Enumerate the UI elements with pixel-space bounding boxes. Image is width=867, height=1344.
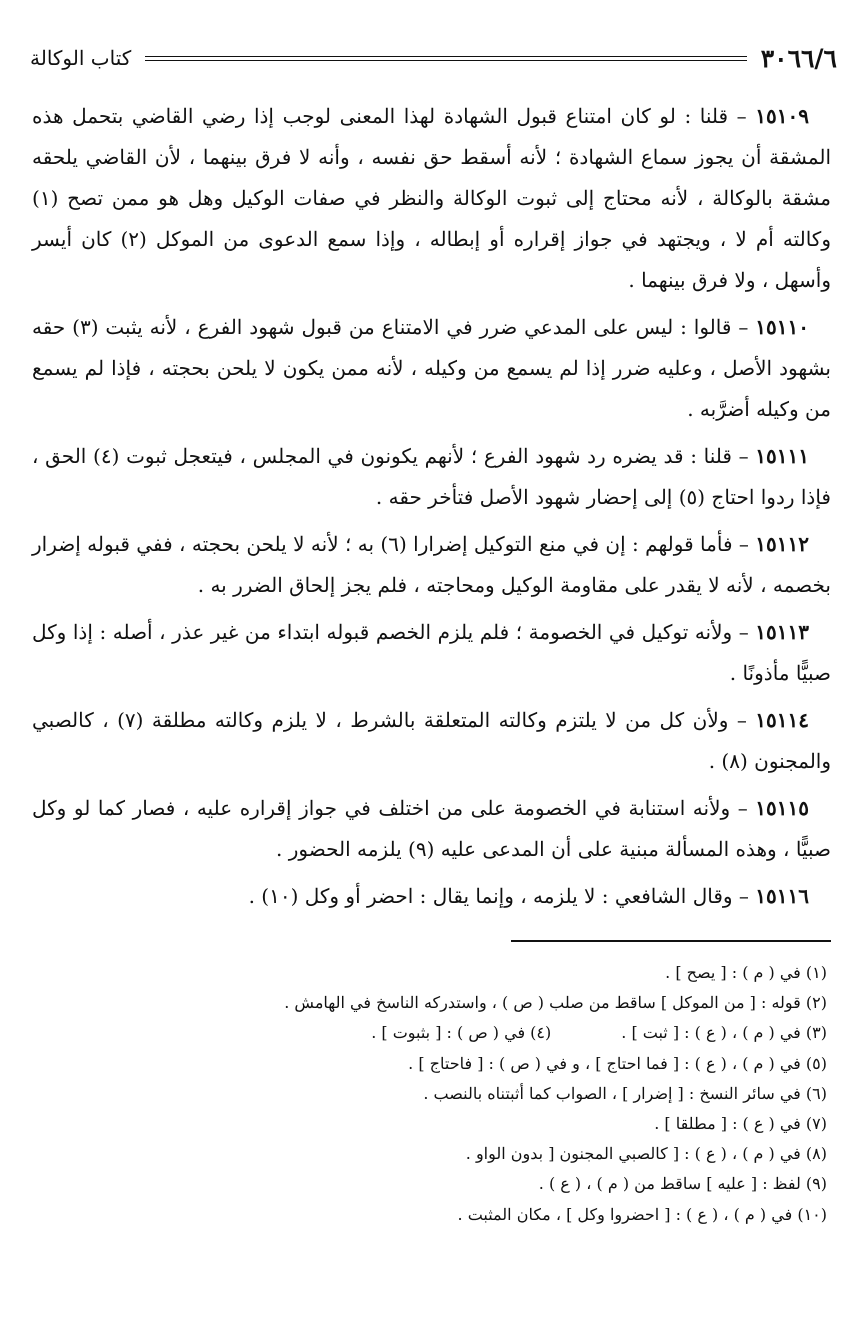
- footnote-line: [40, 1109, 827, 1139]
- paragraph-number: ١٥١١٢: [755, 532, 809, 556]
- footnote-line: [40, 1200, 827, 1230]
- page-header: [30, 38, 837, 78]
- paragraph: [32, 96, 831, 301]
- paragraph-number: ١٥١١١: [755, 444, 809, 468]
- footnote: (٥) في ( م ) ، ( ع ) : [ فما احتاج ] ، و في ( ص ) : [ فاحتاج ] .: [408, 1053, 827, 1073]
- paragraph-text: – ولأنه توكيل في الخصومة ؛ فلم يلزم الخصم قبوله ابتداء من غير عذر ، أصله : إذا وكل صبيًّا مأذونًا .: [32, 620, 831, 685]
- paragraph-text: – ولأن كل من لا يلتزم وكالته المتعلقة بالشرط ، لا يلزم وكالته مطلقة (٧) ، كالصبي والمجنون (٨) .: [32, 708, 831, 773]
- footnote-line: [40, 1079, 827, 1109]
- paragraph-number: ١٥١٠٩: [755, 104, 810, 128]
- paragraph: [32, 524, 831, 606]
- footnote-line: [40, 1049, 827, 1079]
- footnote: (١) في ( م ) : [ يصح ] .: [665, 963, 827, 982]
- paragraph-number: ١٥١١٤: [755, 708, 810, 732]
- paragraph: [32, 307, 831, 430]
- footnotes: [40, 958, 827, 1230]
- footnote-line: [40, 1169, 827, 1199]
- paragraph: [32, 700, 831, 782]
- paragraph-number: ١٥١١٠: [755, 315, 809, 339]
- paragraph: [32, 436, 831, 518]
- footnote: (٩) لفظ : [ عليه ] ساقط من ( م ) ، ( ع ) .: [538, 1174, 827, 1194]
- paragraph-number: ١٥١١٥: [755, 796, 809, 820]
- footnote: (٤) في ( ص ) : [ بثبوت ] .: [371, 1023, 552, 1043]
- paragraph-text: – فأما قولهم : إن في منع التوكيل إضرارا (٦) به ؛ لأنه لا يلحن بحجته ، ففي قبوله إضرار بخصمه ، لأنه لا يقدر على مقاومة الوكيل ومحاجته ، فلم يجز إلحاق الضرر به .: [32, 532, 831, 597]
- running-title: كتاب الوكالة: [30, 46, 132, 70]
- footnote-line: [40, 958, 827, 988]
- footnote-separator: [511, 940, 831, 942]
- paragraph-text: – قلنا : قد يضره رد شهود الفرع ؛ لأنهم يكونون في المجلس ، فيتعجل ثبوت (٤) الحق ، فإذا ردوا احتاج (٥) إلى إحضار شهود الأصل فتأخر حقه .: [32, 444, 831, 509]
- paragraph: [32, 876, 831, 917]
- footnote: (٣) في ( م ) ، ( ع ) : [ ثبت ] .: [621, 1023, 827, 1043]
- footnote-line: [40, 1139, 827, 1169]
- footnote-line: [40, 1018, 827, 1048]
- paragraph-text: – وقال الشافعي : لا يلزمه ، وإنما يقال : احضر أو وكل (١٠) .: [248, 884, 749, 908]
- footnote: (١٠) في ( م ) ، ( ع ) : [ احضروا وكل ] ، مكان المثبت .: [457, 1204, 827, 1224]
- footnote: (٦) في سائر النسخ : [ إضرار ] ، الصواب كما أثبتناه بالنصب .: [423, 1083, 827, 1103]
- footnote-line: [40, 988, 827, 1018]
- paragraph-number: ١٥١١٣: [755, 620, 810, 644]
- paragraph-number: ١٥١١٦: [755, 884, 809, 908]
- main-text: [32, 96, 831, 923]
- page-number: ٣٠٦٦/٦: [760, 43, 837, 73]
- footnote: (٨) في ( م ) ، ( ع ) : [ كالصبي المجنون [ بدون الواو .: [465, 1144, 827, 1164]
- footnote: (٢) قوله : [ من الموكل ] ساقط من صلب ( ص ) ، واستدركه الناسخ في الهامش .: [284, 993, 827, 1013]
- footnote: (٧) في ( ع ) : [ مطلقا ] .: [654, 1114, 827, 1134]
- paragraph-text: – قلنا : لو كان امتناع قبول الشهادة لهذا المعنى لوجب إذا رضي القاضي بتحمل هذه المشقة أن يجوز سماع الشهادة ؛ لأنه أسقط حق نفسه ، وأنه لا فرق بينهما ، لأن القاضي يلحقه مشقة بالوكالة ، لأنه محتاج إلى ثبوت الوكالة والنظر في صفات الوكيل وهل هو ممن تصح (١) وكالته أم لا ، ويجتهد في جواز إقراره أو إبطاله ، وإذا سمع الدعوى من الموكل (٢) كان أيسر وأسهل ، ولا فرق بينهما .: [32, 104, 831, 292]
- paragraph-text: – ولأنه استنابة في الخصومة على من اختلف في جواز إقراره عليه ، فصار كما لو وكل صبيًّا ، وهذه المسألة مبنية على أن المدعى عليه (٩) يلزمه الحضور .: [32, 796, 831, 861]
- paragraph-text: – قالوا : ليس على المدعي ضرر في الامتناع من قبول شهود الفرع ، لأنه يثبت (٣) حقه بشهود الأصل ، وعليه ضرر إذا لم يسمع من وكيله ، لأنه ممن يكون لا يلحن بحجته ، فإذا لم يسمع من وكيله أضرَّبه .: [32, 315, 831, 421]
- header-rule: [145, 56, 746, 61]
- paragraph: [32, 612, 831, 694]
- paragraph: [32, 788, 831, 870]
